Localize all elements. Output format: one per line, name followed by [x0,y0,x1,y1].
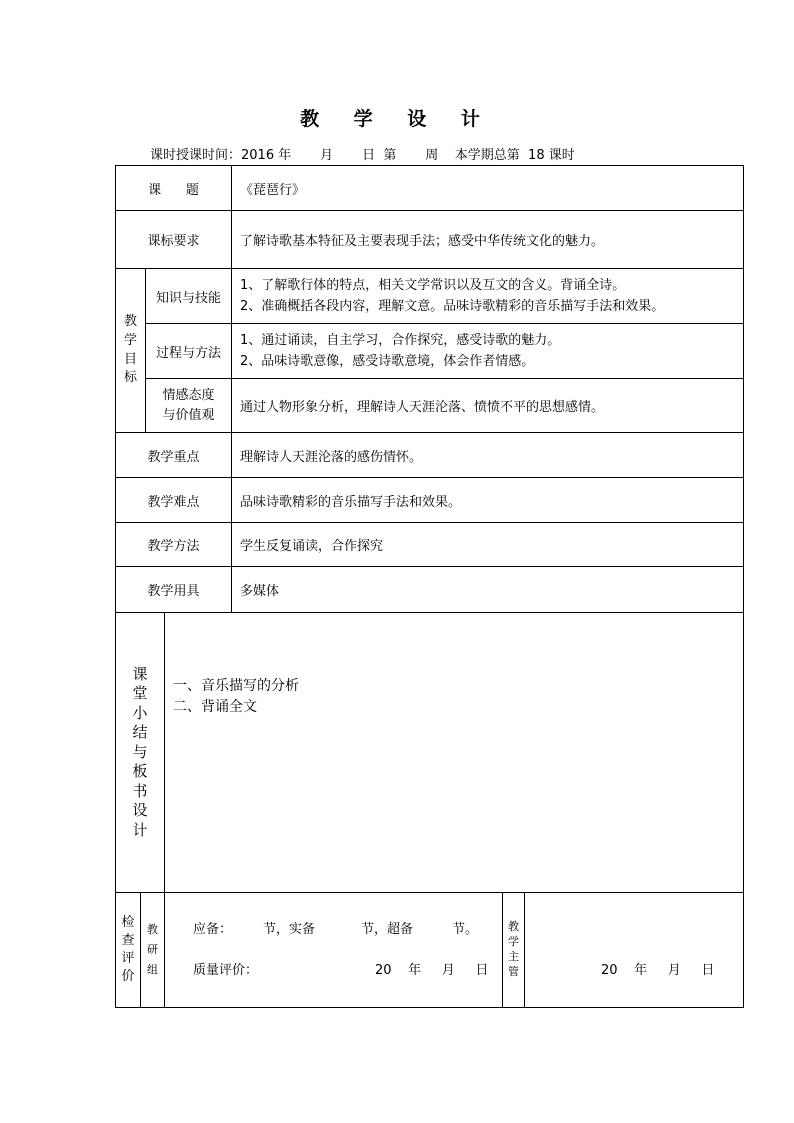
extra-label: 节，超备 [361,922,414,937]
tools-value: 多媒体 [231,566,744,613]
process-label: 过程与方法 [145,323,232,379]
summary-line-2: 二、背诵全文 [173,699,257,715]
summary-content [164,612,744,893]
actual-label: 节，实备 [263,922,316,937]
date-right: 20 年 月 日 [601,963,715,978]
knowledge-label: 知识与技能 [145,268,232,324]
check-content [164,892,503,1008]
process-line-1: 1、通过诵读，自主学习，合作探究，感受诗歌的魅力。 [240,333,561,348]
check-label: 检查评价 [115,892,141,1008]
standard-value: 了解诗歌基本特征及主要表现手法；感受中华传统文化的魅力。 [231,210,744,269]
emotion-value: 通过人物形象分析，理解诗人天涯沦落、愤愤不平的思想感情。 [231,378,744,433]
difficulty-value: 品味诗歌精彩的音乐描写手法和效果。 [231,477,744,523]
lesson-plan-table [115,165,744,1008]
summary-line-1: 一、音乐描写的分析 [173,678,299,694]
supervisor-label: 教学主管 [502,892,525,1008]
method-value: 学生反复诵读，合作探究 [231,522,744,567]
standard-label: 课标要求 [115,210,232,269]
page-title: 教 学 设 计 [300,108,494,130]
key-point-label: 教学重点 [115,432,232,478]
lesson-time-line: 课时授课时间：2016 年 月 日 第 周 本学期总第 18 课时 [150,148,575,163]
process-line-2: 2、品味诗歌意像，感受诗歌意境，体会作者情感。 [240,354,535,369]
quality-label: 质量评价： [193,963,259,978]
prep-label: 应备： [193,922,233,937]
method-label: 教学方法 [115,522,232,567]
knowledge-line-1: 1、了解歌行体的特点，相关文学常识以及互文的含义。背诵全诗。 [240,278,626,293]
knowledge-value [231,268,744,324]
end-label: 节。 [452,922,479,937]
difficulty-label: 教学难点 [115,477,232,523]
emotion-label-line-1: 情感态度 [162,387,215,403]
tools-label: 教学用具 [115,566,232,613]
emotion-label-line-2: 与价值观 [162,407,215,423]
goals-group-label: 教学目标 [115,268,146,433]
key-point-value: 理解诗人天涯沦落的感伤情怀。 [231,432,744,478]
process-value [231,323,744,379]
supervisor-content [524,892,744,1008]
teaching-group-label: 教研组 [140,892,165,1008]
date-left: 20 年 月 日 [375,963,489,978]
topic-label: 课 题 [115,165,232,211]
summary-label: 课堂小结与板书设计 [115,612,165,893]
topic-value: 《琵琶行》 [231,165,744,211]
knowledge-line-2: 2、准确概括各段内容，理解文意。品味诗歌精彩的音乐描写手法和效果。 [240,299,665,314]
emotion-label [145,378,232,433]
